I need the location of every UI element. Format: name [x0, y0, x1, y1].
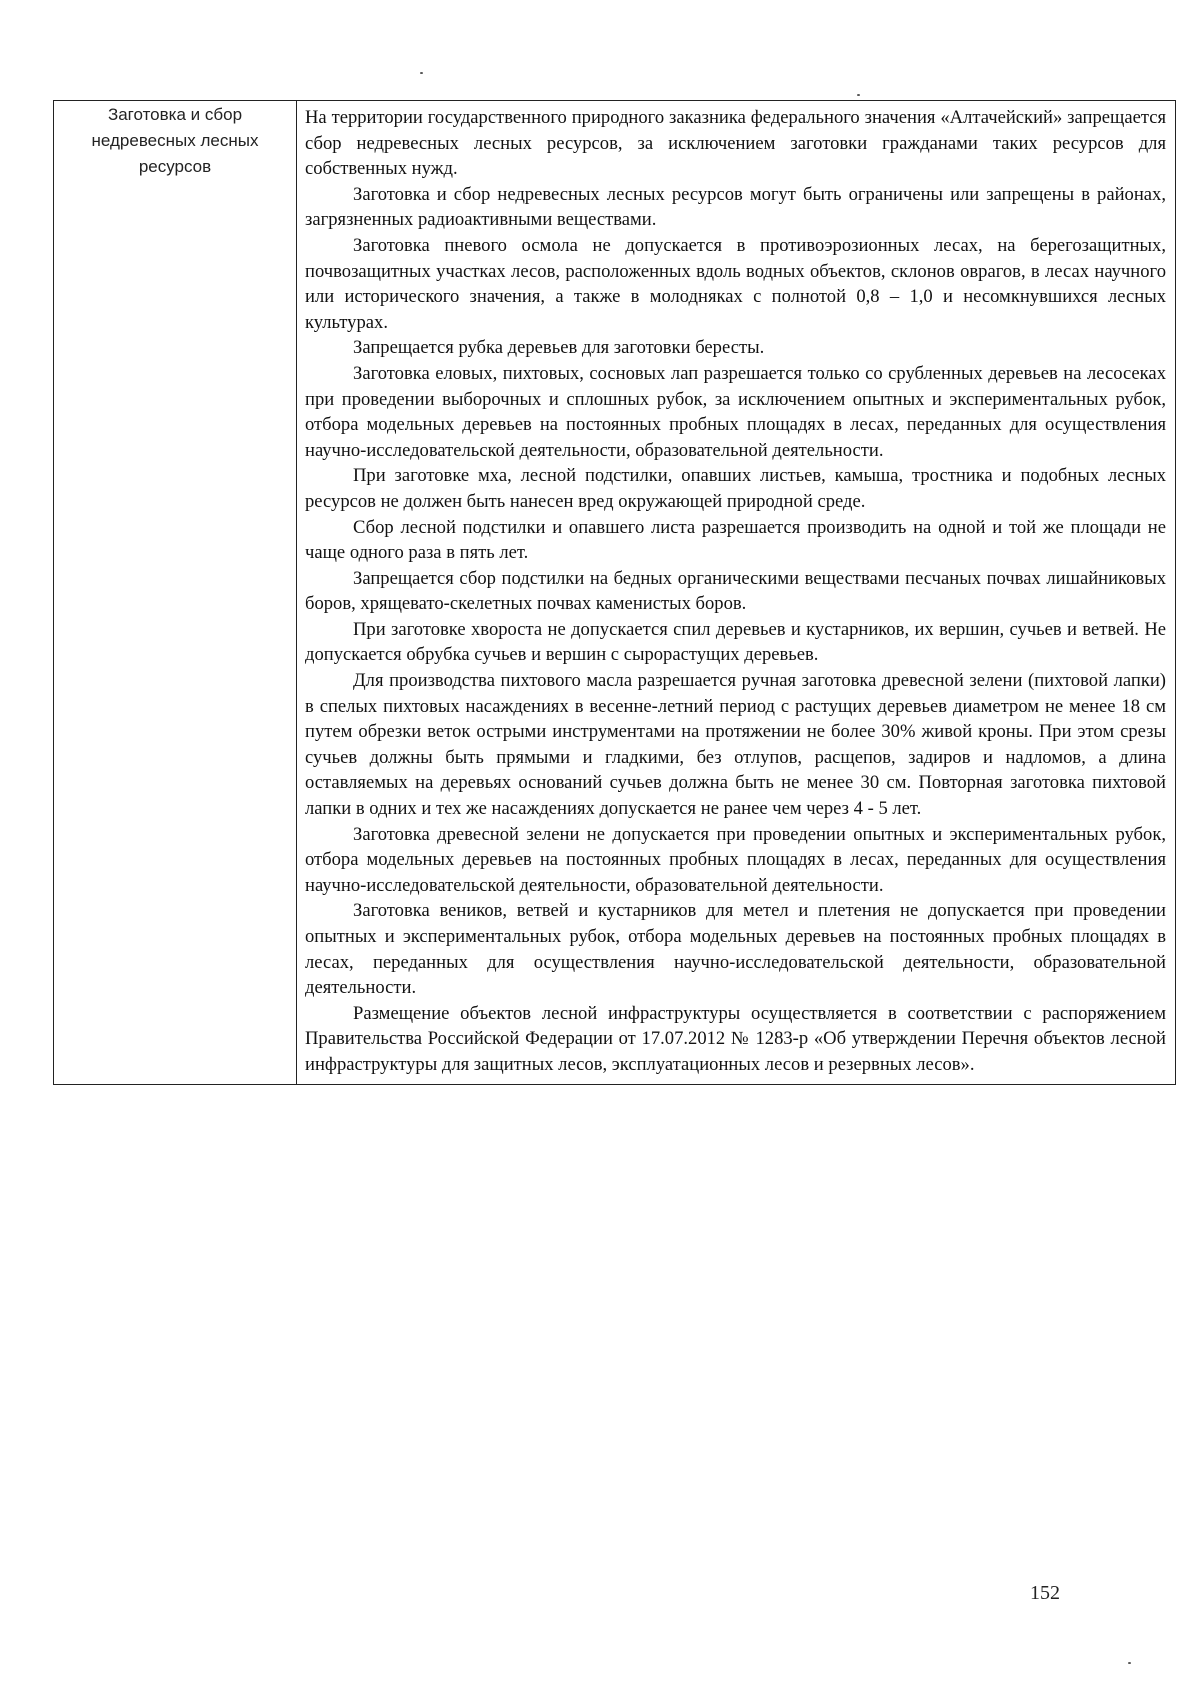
regulation-table: [53, 100, 1176, 1085]
page-number: 152: [1030, 1582, 1060, 1604]
paragraph: Заготовка пневого осмола не допускается в противоэрозионных лесах, на берегозащитных, почвозащитных участках лесов, расположенных вдоль водных объектов, склонов оврагов, в лесах научного или исторического значения, а также в молодняках с полнотой 0,8 – 1,0 и несомкнувшихся лесных культурах.: [305, 234, 1166, 333]
paragraph: Запрещается сбор подстилки на бедных органическими веществами песчаных почвах лишайниковых боров, хрящевато-скелетных почвах каменистых боров.: [305, 567, 1166, 615]
table-row: [54, 101, 1176, 1085]
paragraph: Заготовка и сбор недревесных лесных ресурсов могут быть ограничены или запрещены в районах, загрязненных радиоактивными веществами.: [305, 183, 1166, 231]
paragraph: Заготовка еловых, пихтовых, сосновых лап разрешается только со срубленных деревьев на лесосеках при проведении выборочных и сплошных рубок, за исключением опытных и экспериментальных рубок, отбора модельных деревьев на постоянных пробных площадях в лесах, переданных для осуществления научно-исследовательской деятельности, образовательной деятельности.: [305, 362, 1166, 461]
paragraph: Сбор лесной подстилки и опавшего листа разрешается производить на одной и той же площади не чаще одного раза в пять лет.: [305, 516, 1166, 564]
paragraph: При заготовке мха, лесной подстилки, опавших листьев, камыша, тростника и подобных лесных ресурсов не должен быть нанесен вред окружающей природной среде.: [305, 465, 1166, 512]
paragraph: Запрещается рубка деревьев для заготовки бересты.: [353, 337, 765, 359]
scan-speck: [420, 72, 423, 74]
scan-speck: [1128, 1662, 1131, 1664]
paragraph: При заготовке хвороста не допускается спил деревьев и кустарников, их вершин, сучьев и ветвей. Не допускается обрубка сучьев и вершин с сырорастущих деревьев.: [305, 618, 1166, 666]
paragraph: Размещение объектов лесной инфраструктуры осуществляется в соответствии с распоряжением Правительства Российской Федерации от 17.07.2012 № 1283-р «Об утверждении Перечня объектов лесной инфраструктуры для защитных лесов, эксплуатационных лесов и резервных лесов».: [305, 1002, 1166, 1075]
paragraph: Для производства пихтового масла разрешается ручная заготовка древесной зелени (пихтовой лапки) в спелых пихтовых насаждениях в весенне-летний период с растущих деревьев диаметром не менее 18 см путем обрезки веток острыми инструментами на протяжении не более 30% живой кроны. При этом срезы сучьев должны быть прямыми и гладкими, без отлупов, расщепов, задиров и надломов, а длина оставляемых на деревьях оснований сучьев должна быть не менее 30 см. Повторная заготовка пихтовой лапки в одних и тех же насаждениях допускается не ранее чем через 4 - 5 лет.: [305, 670, 1166, 820]
paragraph: Заготовка веников, ветвей и кустарников для метел и плетения не допускается при проведении опытных и экспериментальных рубок, отбора модельных деревьев на постоянных пробных площадях в лесах, переданных для осуществления научно-исследовательской деятельности, образовательной деятельности.: [305, 900, 1166, 999]
row-label: Заготовка и сбор недревесных лесных ресурсов: [91, 105, 259, 176]
scan-speck: [857, 94, 860, 96]
row-content-cell: [297, 101, 1176, 1085]
row-label-cell: [54, 101, 297, 1085]
paragraph: На территории государственного природного заказника федерального значения «Алтачейский» запрещается сбор недревесных лесных ресурсов, за исключением заготовки гражданами таких ресурсов для собственных нужд.: [305, 107, 1166, 180]
paragraph: Заготовка древесной зелени не допускается при проведении опытных и экспериментальных рубок, отбора модельных деревьев на постоянных пробных площадях в лесах, переданных для осуществления научно-исследовательской деятельности, образовательной деятельности.: [305, 823, 1166, 896]
